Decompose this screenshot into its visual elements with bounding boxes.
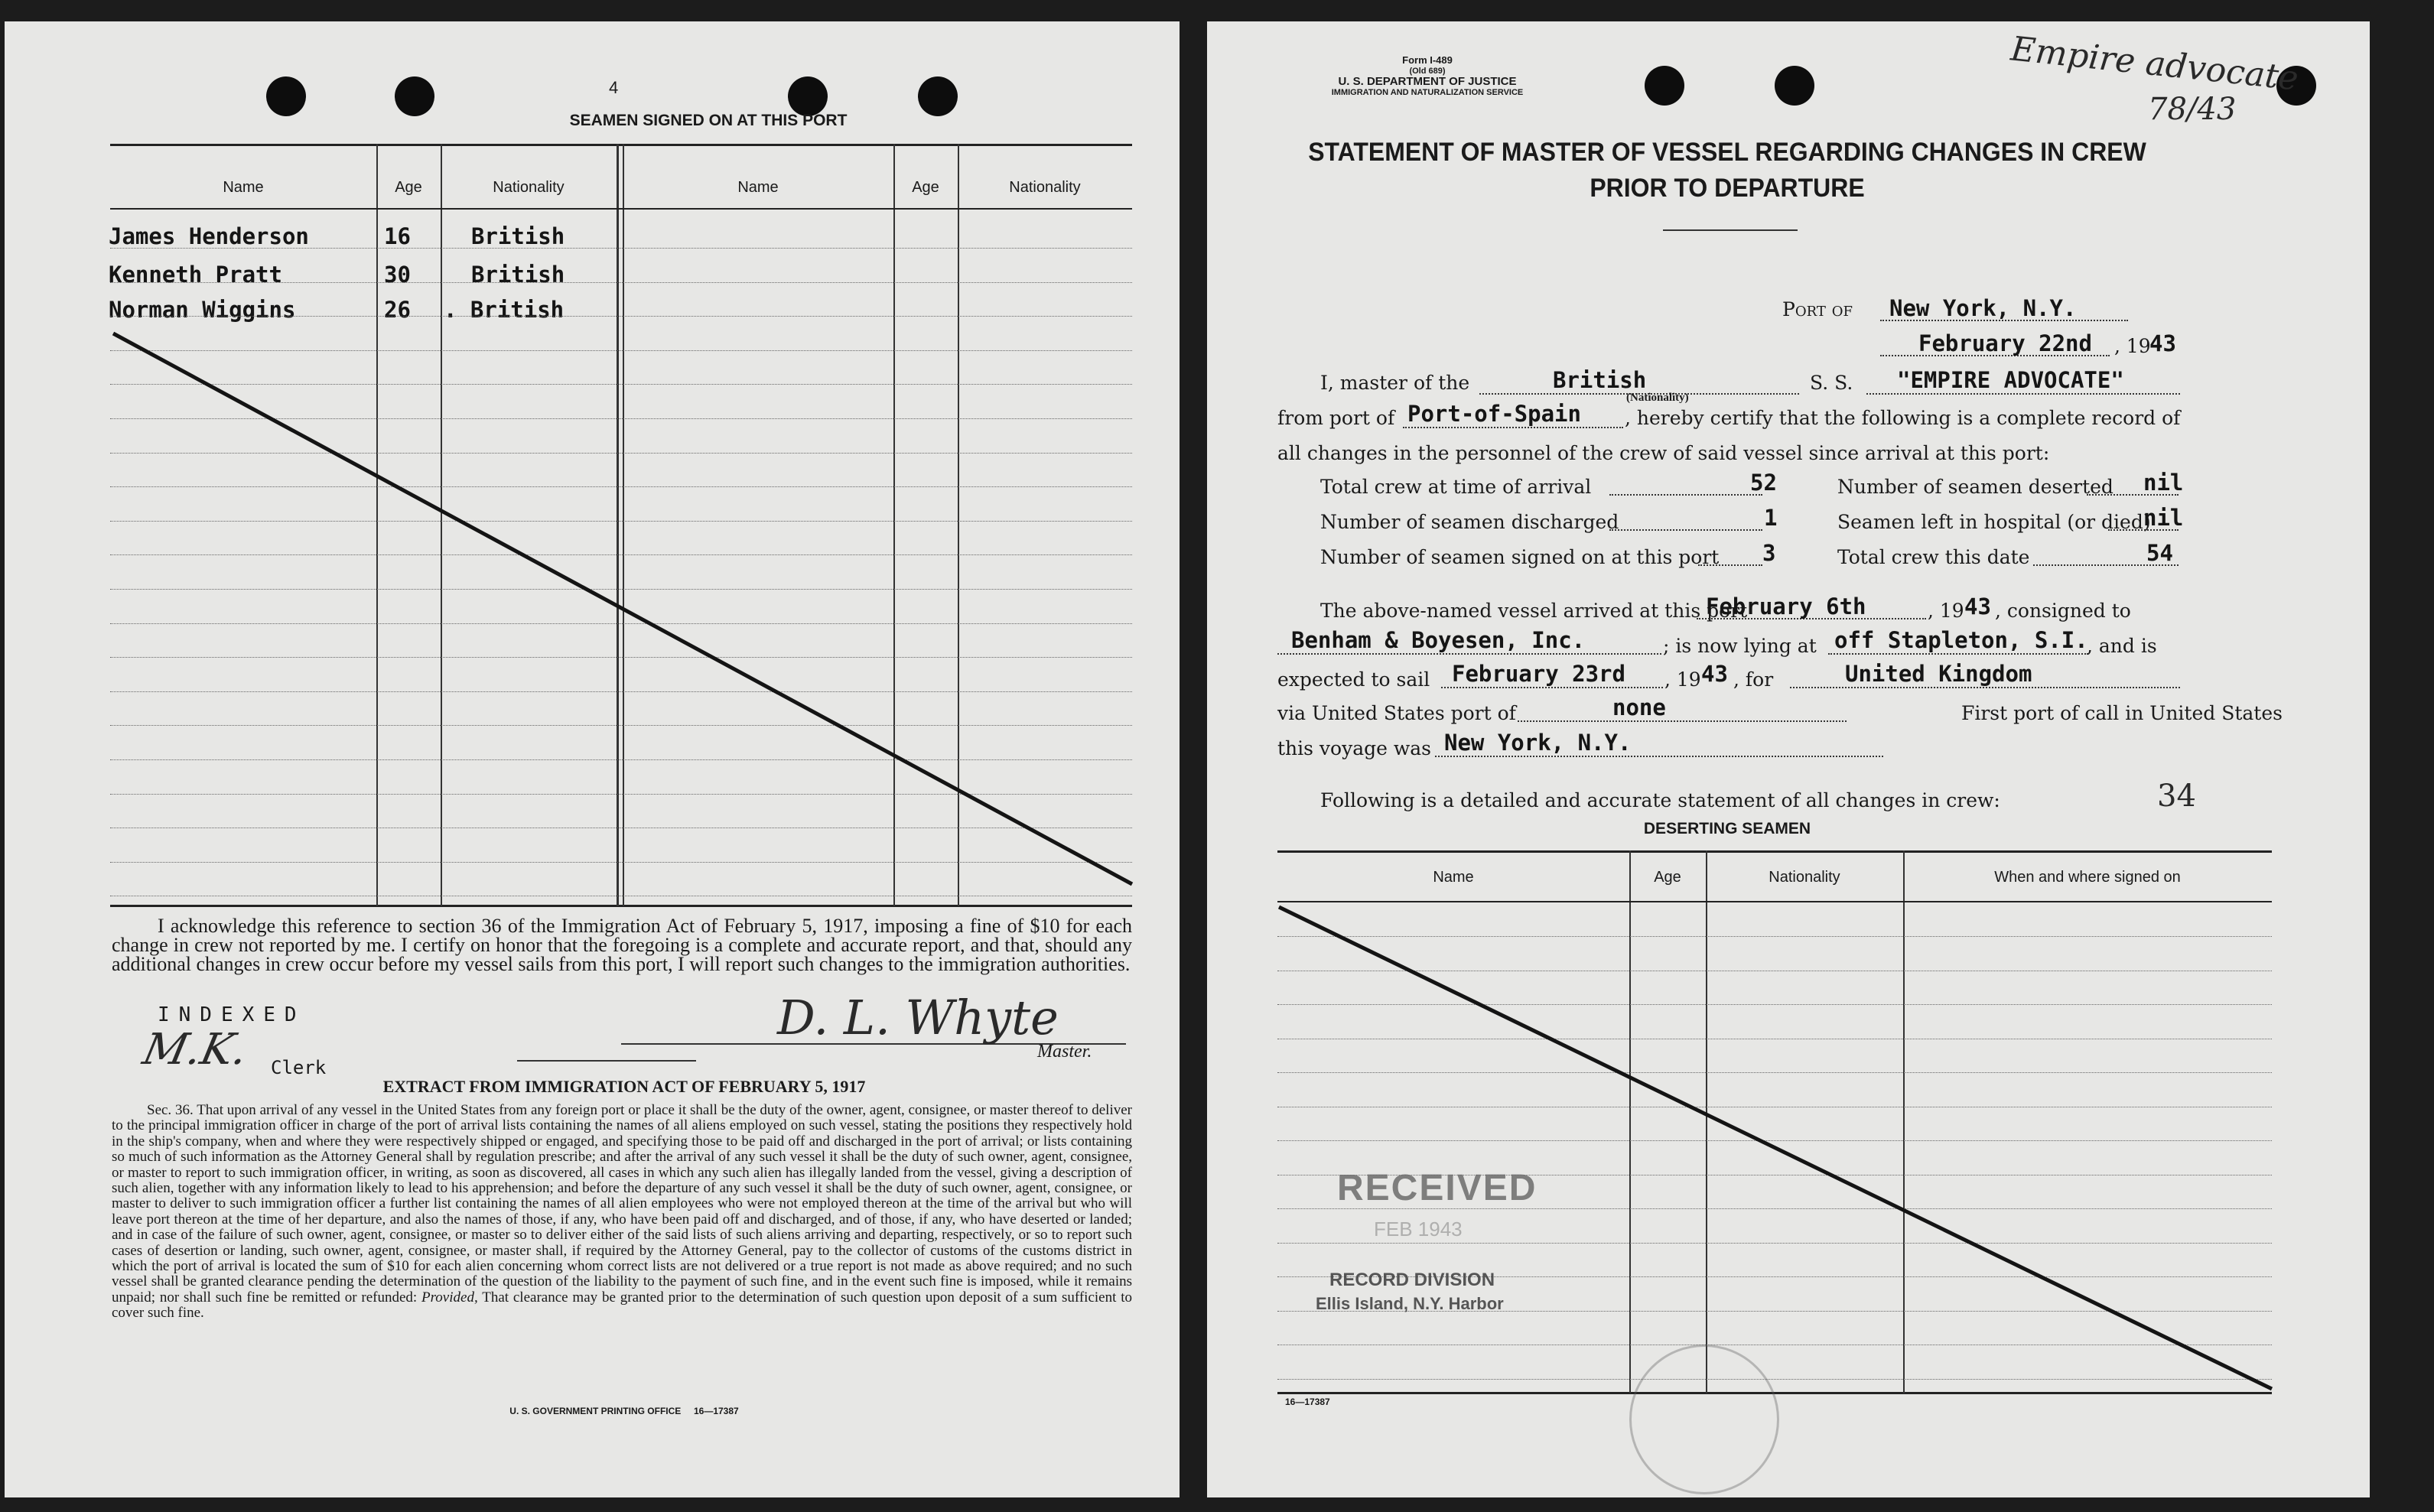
first-port-label: First port of call in United States <box>1961 702 2283 724</box>
arrived-year: 43 <box>1964 593 1991 619</box>
stat-value-signed-on: 3 <box>1762 540 1776 566</box>
extract-proviso: Provided, <box>421 1289 478 1306</box>
column-header-nationality: Nationality <box>1009 179 1081 196</box>
deserting-title: DESERTING SEAMEN <box>1643 820 1811 837</box>
arrived-text: The above-named vessel arrived at this port <box>1320 600 1748 622</box>
stat-value-deserted: nil <box>2143 470 2184 496</box>
ss-label: S. S. <box>1810 372 1853 394</box>
via-label: via United States port of <box>1277 702 1516 724</box>
stat-value-total-date: 54 <box>2146 540 2173 566</box>
clerk-initials: M.K. <box>138 1025 252 1075</box>
via-value: none <box>1612 694 1666 720</box>
short-rule <box>517 1060 696 1062</box>
record-location-stamp: Ellis Island, N.Y. Harbor <box>1316 1294 1504 1313</box>
master-of-label: I, master of the <box>1320 372 1470 394</box>
column-header-nationality: Nationality <box>1769 869 1840 886</box>
from-port-label: from port of <box>1277 407 1395 429</box>
year-prefix: , 19 <box>2114 335 2151 357</box>
master-label: Master. <box>1037 1042 1092 1062</box>
consigned-to-label: , consigned to <box>1995 600 2131 622</box>
column-header-age: Age <box>1654 869 1681 886</box>
form-title-line1: STATEMENT OF MASTER OF VESSEL REGARDING CHANGES IN CREW <box>1308 138 2146 167</box>
certify-text: , hereby certify that the following is a complete record of <box>1625 407 2181 429</box>
and-is-label: , and is <box>2087 635 2157 657</box>
form-number: Form I-489 <box>1402 54 1453 66</box>
nationality-caption: (Nationality) <box>1626 392 1689 404</box>
seaman-nationality: British <box>471 262 565 288</box>
arrived-year-prefix: , 19 <box>1928 600 1964 622</box>
all-changes-text: all changes in the personnel of the crew of said vessel since arrival at this port: <box>1277 442 2050 464</box>
seaman-nationality: British <box>471 223 565 249</box>
date-value: February 22nd <box>1918 330 2092 356</box>
sail-date: February 23rd <box>1452 661 1625 687</box>
extract-text: That upon arrival of any vessel in the United States from any foreign port or place it shall be the duty of the owner, agent, consignee, or master thereof to deliver to the principal immigration officer in charge of the port of arrival lists containing the names of all aliens employed on such vessel, stating the positions they respectively hold in the ship's company, when and where they were respectively shipped or engaged, and specifying those to be paid off and discharged in the port of arrival; or lists containing so much of such information as the Attorney General shall by regulation prescribe; and after the arrival of any such vessel it shall be the duty of such owner, agent, consignee, or master to report to such immigration officer, in writing, as soon as discovered, all cases in which any such alien has illegally landed from the vessel, giving a description of such alien, together with any information likely to lead to his apprehension; and before the departure of any such vessel it shall be the duty of such owner, agent, consignee, or master to deliver to such immigration officer a further list containing the names of all alien employees who were not employed thereon at the time of the arrival but who will leave port thereon at the time of her departure, and also the names of those, if any, who have been paid off and discharged, and of those, if any, who have deserted or landed; and in case of the failure of such owner, agent, consignee, or master so to deliver either of the said lists of such aliens arriving and departing, respectively, or so to report such cases of desertion or landing, such owner, agent, consignee, or master shall, if required by the Attorney General, pay to the collector of customs of the customs district in which the port of arrival is located the sum of $10 for each alien concerning whom correct lists are not delivered or a true report is not made as above required; and no such vessel shall be granted clearance pending the determination of the question of the liability to the payment of such fine, and in the event such fine is imposed, while it remains unpaid; nor shall such fine be remitted or refunded: <box>112 1102 1133 1306</box>
column-header-age: Age <box>912 179 939 196</box>
extract-body <box>112 1103 1132 1322</box>
stat-label-total-date: Total crew this date <box>1837 546 2030 568</box>
received-stamp: RECEIVED <box>1337 1168 1538 1208</box>
seaman-age: 26 <box>384 297 411 323</box>
handwritten-number: 34 <box>2157 779 2196 814</box>
from-port-value: Port-of-Spain <box>1407 401 1581 427</box>
stat-value-discharged: 1 <box>1764 505 1778 531</box>
port-value: New York, N.Y. <box>1889 295 2077 321</box>
consignee-value: Benham & Boyesen, Inc. <box>1291 627 1586 653</box>
service-name: IMMIGRATION AND NATURALIZATION SERVICE <box>1331 88 1524 97</box>
arrived-date: February 6th <box>1706 593 1866 619</box>
extract-lead: Sec. 36. <box>147 1102 194 1118</box>
column-header-nationality: Nationality <box>493 179 565 196</box>
handwritten-reference: 78/43 <box>2148 92 2237 127</box>
seaman-name: James Henderson <box>109 223 309 249</box>
port-label: Port of <box>1782 298 1853 320</box>
extract-title: EXTRACT FROM IMMIGRATION ACT OF FEBRUARY 5, 1917 <box>382 1077 866 1096</box>
column-header-name: Name <box>1433 869 1474 886</box>
handwritten-vessel-note: Empire advocate <box>2009 29 2301 99</box>
nationality-value: British <box>1553 367 1647 393</box>
this-voyage-value: New York, N.Y. <box>1444 730 1632 756</box>
page-number: 4 <box>609 78 619 97</box>
sail-year-prefix: , 19 <box>1664 668 1701 691</box>
seaman-age: 16 <box>384 223 411 249</box>
record-division-stamp: RECORD DIVISION <box>1329 1270 1495 1290</box>
stat-value-hospital: nil <box>2143 505 2184 531</box>
extract-tail: That clearance may be granted prior to the determination of such question upon deposit of a sum sufficient to cover such fine. <box>112 1289 1132 1322</box>
seaman-name: Kenneth Pratt <box>109 262 282 288</box>
left-page <box>5 21 1180 1497</box>
lying-at-value: off Stapleton, S.I. <box>1834 627 2088 653</box>
form-old-number: (Old 689) <box>1409 67 1446 76</box>
year-value: 43 <box>2149 330 2176 356</box>
this-voyage-label: this voyage was <box>1277 737 1432 759</box>
stat-value-total-arrival: 52 <box>1750 470 1777 496</box>
clerk-label: Clerk <box>271 1057 327 1078</box>
right-page <box>1207 21 2370 1497</box>
seaman-nationality: . British <box>444 297 565 323</box>
indexed-stamp: INDEXED <box>158 1003 306 1026</box>
acknowledgement-text: I acknowledge this reference to section 36 of the Immigration Act of February 5, 1917, imposing a fine of $10 for each change in crew not reported by me. I certify on honor that the foregoing is a complete and accurate report, and that, should any additional changes in crew occur before my vessel sails from this port, I will report such changes to the immigration authorities. <box>112 915 1132 975</box>
column-header-name: Name <box>737 179 779 196</box>
expected-label: expected to sail <box>1277 668 1430 691</box>
section-title: SEAMEN SIGNED ON AT THIS PORT <box>569 112 848 129</box>
seaman-age: 30 <box>384 262 411 288</box>
stat-label-signed-on: Number of seamen signed on at this port <box>1320 546 1720 568</box>
stat-label-deserted: Number of seamen deserted <box>1837 476 2113 498</box>
for-label: , for <box>1733 668 1774 691</box>
printer-line: U. S. GOVERNMENT PRINTING OFFICE 16—17387 <box>509 1406 739 1416</box>
stat-label-total-arrival: Total crew at time of arrival <box>1320 476 1592 498</box>
seaman-name: Norman Wiggins <box>109 297 296 323</box>
ship-name: "EMPIRE ADVOCATE" <box>1897 367 2124 393</box>
column-header-age: Age <box>395 179 422 196</box>
following-text: Following is a detailed and accurate statement of all changes in crew: <box>1320 789 2000 811</box>
circular-seal-stamp <box>1629 1345 1779 1494</box>
received-stamp-date: FEB 1943 <box>1374 1218 1463 1240</box>
destination-value: United Kingdom <box>1845 661 2032 687</box>
lying-at-label: ; is now lying at <box>1663 635 1817 657</box>
sail-year: 43 <box>1701 661 1728 687</box>
department-name: U. S. DEPARTMENT OF JUSTICE <box>1338 75 1517 88</box>
column-header-signed-on: When and where signed on <box>1994 869 2181 886</box>
master-signature: D. L. Whyte <box>777 990 1059 1045</box>
column-header-name: Name <box>223 179 264 196</box>
form-title-line2: PRIOR TO DEPARTURE <box>1590 174 1865 203</box>
form-code: 16—17387 <box>1285 1397 1330 1407</box>
stat-label-hospital: Seamen left in hospital (or died) <box>1837 511 2151 533</box>
stat-label-discharged: Number of seamen discharged <box>1320 511 1619 533</box>
